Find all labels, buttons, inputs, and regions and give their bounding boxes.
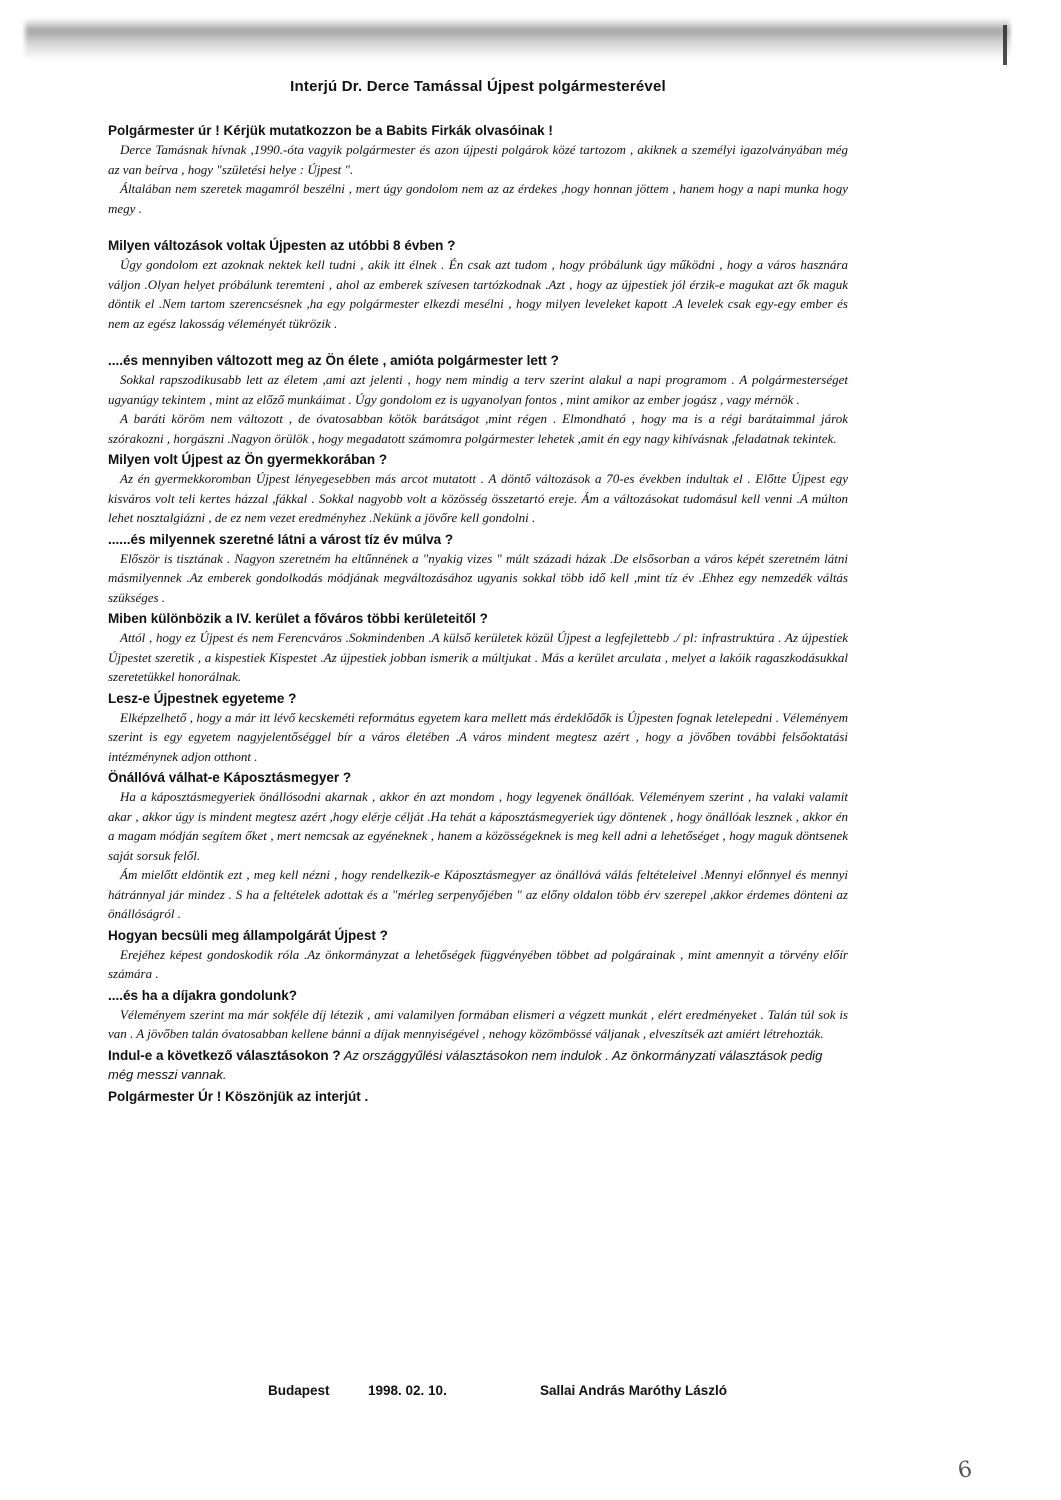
interview-section: [108, 926, 848, 984]
answer-paragraph: Először is tisztának . Nagyon szeretném ha eltűnnének a "nyakig vizes " múlt századi házak .De elsősorban a város képét szeretném látni másmilyennek .Az emberek gondolkodás módjának megváltozásához ugyanis sokkal több idő kell ,mint tíz év .Ehhez egy nemzedék váltás szükséges .: [108, 550, 848, 605]
answer: [108, 708, 848, 767]
answer-paragraph: Ha a káposztásmegyeriek önállósodni akarnak , akkor én azt mondom , hogy legyenek önállóak. Véleményem szerint , ha valaki valamit akar , akkor úgy is mindent megtesz azért ,hogy elérje célját .Ha tehát a káposztásmegyeriek úgy döntenek , hogy önállóak lesznek , akkor én a magam módján segítem őket , mert nemcsak az egyéneknek , hanem a közösségeknek is meg kell adni a lehetőséget , hogy maguk döntsenek saját sorsuk felől.: [108, 789, 848, 863]
interview-section: [108, 689, 848, 767]
question: Hogyan becsüli meg állampolgárát Újpest ?: [108, 927, 388, 943]
answer-paragraph: Elképzelhető , hogy a már itt lévő kecskeméti református egyetem kara mellett más érdeklődők is Újpesten fognak letelepedni . Véleményem szerint is egy egyetem nagyjelentőséggel bír a város életében .A város mindent megtesz azért , hogy a jövőben további felsőoktatási intézménynek adjon otthont .: [108, 709, 848, 764]
final-question-line: [108, 1046, 848, 1085]
answer: [108, 945, 848, 984]
final-answer: Az országgyűlési választásokon nem indulok . Az önkormányzati választások pedig még messzi vannak.: [108, 1047, 823, 1082]
question: Miben különbözik a IV. kerület a főváros többi kerületeitől ?: [108, 611, 488, 626]
document-page: [108, 78, 848, 1106]
scan-artifact-top: [25, 18, 1010, 60]
answer-paragraph: Ám mielőtt eldöntik ezt , meg kell nézni , hogy rendelkezik-e Káposztásmegyer az önállóvá válás feltételeivel .Mennyi előnnyel és mennyi hátránnyal jár mindez . S ha a feltételek adottak és a "mérleg serpenyőjében " az előny oldalon több érv szerepel ,akkor érdemes dönteni az önállóságról .: [108, 867, 848, 921]
footer-date: 1998. 02. 10.: [368, 1383, 447, 1398]
question: Önállóvá válhat-e Káposztásmegyer ?: [108, 770, 352, 785]
interview-section: [108, 121, 848, 218]
closing-thanks: Polgármester Úr ! Köszönjük az interjút .: [108, 1088, 369, 1104]
page-title: Interjú Dr. Derce Tamással Újpest polgármesterével: [290, 78, 666, 95]
handwritten-page-mark: 6: [955, 1456, 975, 1485]
answer-paragraph: Az én gyermekkoromban Újpest lényegesebben más arcot mutatott . A döntő változások a 70-es években indultak el . Előtte Újpest egy kisváros volt teli kertes házzal ,fákkal . Sokkal nagyobb volt a közösség összetartó ereje. Ám a változásokat tudomásul kell venni .A múlton lehet nosztalgiázni , de ez nem vezet eredményhez .Nekünk a jövőre kell gondolni .: [108, 471, 848, 525]
question: ....és mennyiben változott meg az Ön élete , amióta polgármester lett ?: [108, 353, 559, 368]
question: Milyen volt Újpest az Ön gyermekkorában ?: [108, 452, 388, 467]
footer-authors: Sallai András Maróthy László: [540, 1383, 728, 1398]
question: Lesz-e Újpestnek egyeteme ?: [108, 690, 297, 706]
final-question: Indul-e a következő választásokon ?: [108, 1047, 341, 1063]
answer-paragraph: Általában nem szeretek magamról beszélni , mert úgy gondolom nem az az érdekes ,hogy honnan jöttem , hanem hogy a napi munka hogy megy .: [108, 181, 848, 216]
question: Polgármester úr ! Kérjük mutatkozzon be a Babits Firkák olvasóinak !: [108, 123, 553, 138]
answer: [108, 787, 848, 924]
question: ......és milyennek szeretné látni a várost tíz év múlva ?: [108, 531, 454, 547]
answer: [108, 549, 848, 608]
interview-section: [108, 986, 848, 1044]
interview-section: [108, 236, 848, 333]
footer-place: Budapest: [268, 1383, 330, 1398]
answer-paragraph: A baráti köröm nem változott , de óvatosabban kötök barátságot ,mint régen . Elmondható , hogy ma is a régi barátaimmal járok szórakozni , horgászni .Nagyon örülök , hogy megadatott számomra polgármester lehetek ,amit én egy nagy kihívásnak ,feladatnak tekintek.: [108, 411, 848, 446]
question: ....és ha a díjakra gondolunk?: [108, 987, 298, 1003]
interview-section: [108, 530, 848, 608]
interview-section: [108, 609, 848, 687]
answer-paragraph: Derce Tamásnak hívnak ,1990.-óta vagyik polgármester és azon újpesti polgárok közé tartozom , akiknek a személyi igazolványában még az van beírva , hogy "születési helye : Újpest ".: [108, 142, 848, 177]
interview-section: [108, 450, 848, 528]
answer-paragraph: Erejéhez képest gondoskodik róla .Az önkormányzat a lehetőségek függvényében többet ad polgárainak , mint amennyit a törvény előír számára .: [108, 946, 848, 981]
answer-paragraph: Úgy gondolom ezt azoknak nektek kell tudni , akik itt élnek . Én csak azt tudom , hogy próbálunk úgy működni , hogy a város hasznára váljon .Olyan helyet próbálunk teremteni , ahol az emberek szívesen tartózkodnak .Azt , hogy az újpestiek jól érzik-e magukat azt ők maguk döntik el .Nem tartom szerencsésnek ,ha egy polgármester elkezdi mesélni , hogy milyen leveleket kapott .A levelek csak egy-egy ember és nem az egész lakosság véleményét tükrözik .: [108, 257, 848, 331]
question: Milyen változások voltak Újpesten az utóbbi 8 évben ?: [108, 238, 456, 253]
interview-section: [108, 768, 848, 924]
answer-paragraph: Attól , hogy ez Újpest és nem Ferencváros .Sokmindenben .A külső kerületek közül Újpest a legfejlettebb ./ pl: infrastruktúra . Az újpestiek Újpestet szeretik , a kispestiek Kispestet .Az újpestiek jobban ismerik a múltjukat . Más a kerület arculata , melyet a lakóik ragaszkodásukkal szeretetükkel honorálnak.: [108, 630, 848, 684]
answer: [108, 628, 848, 687]
interview-body: [108, 121, 848, 1044]
answer: [108, 255, 848, 333]
answer: [108, 140, 848, 218]
answer-paragraph: Sokkal rapszodikusabb lett az életem ,ami azt jelenti , hogy nem mindig a terv szerint alakul a napi programom . A polgármesterséget ugyanúgy tekintem , mint az előző munkáimat . Úgy gondolom ez is ugyanolyan fontos , mint amikor az ember jogász , vagy mérnök .: [108, 372, 848, 407]
answer: [108, 1005, 848, 1044]
answer: [108, 469, 848, 528]
answer-paragraph: Véleményem szerint ma már sokféle díj létezik , ami valamilyen formában elismeri a végzett munkát , elért eredményeket . Talán túl sok is van . A jövőben talán óvatosabban kellene bánni a díjak mennyiségével , nehogy közömbössé váljanak , elveszítsék azt amiért létrehozták.: [108, 1006, 848, 1041]
interview-section: [108, 351, 848, 448]
answer: [108, 370, 848, 448]
scan-artifact-edge: [1003, 25, 1007, 65]
